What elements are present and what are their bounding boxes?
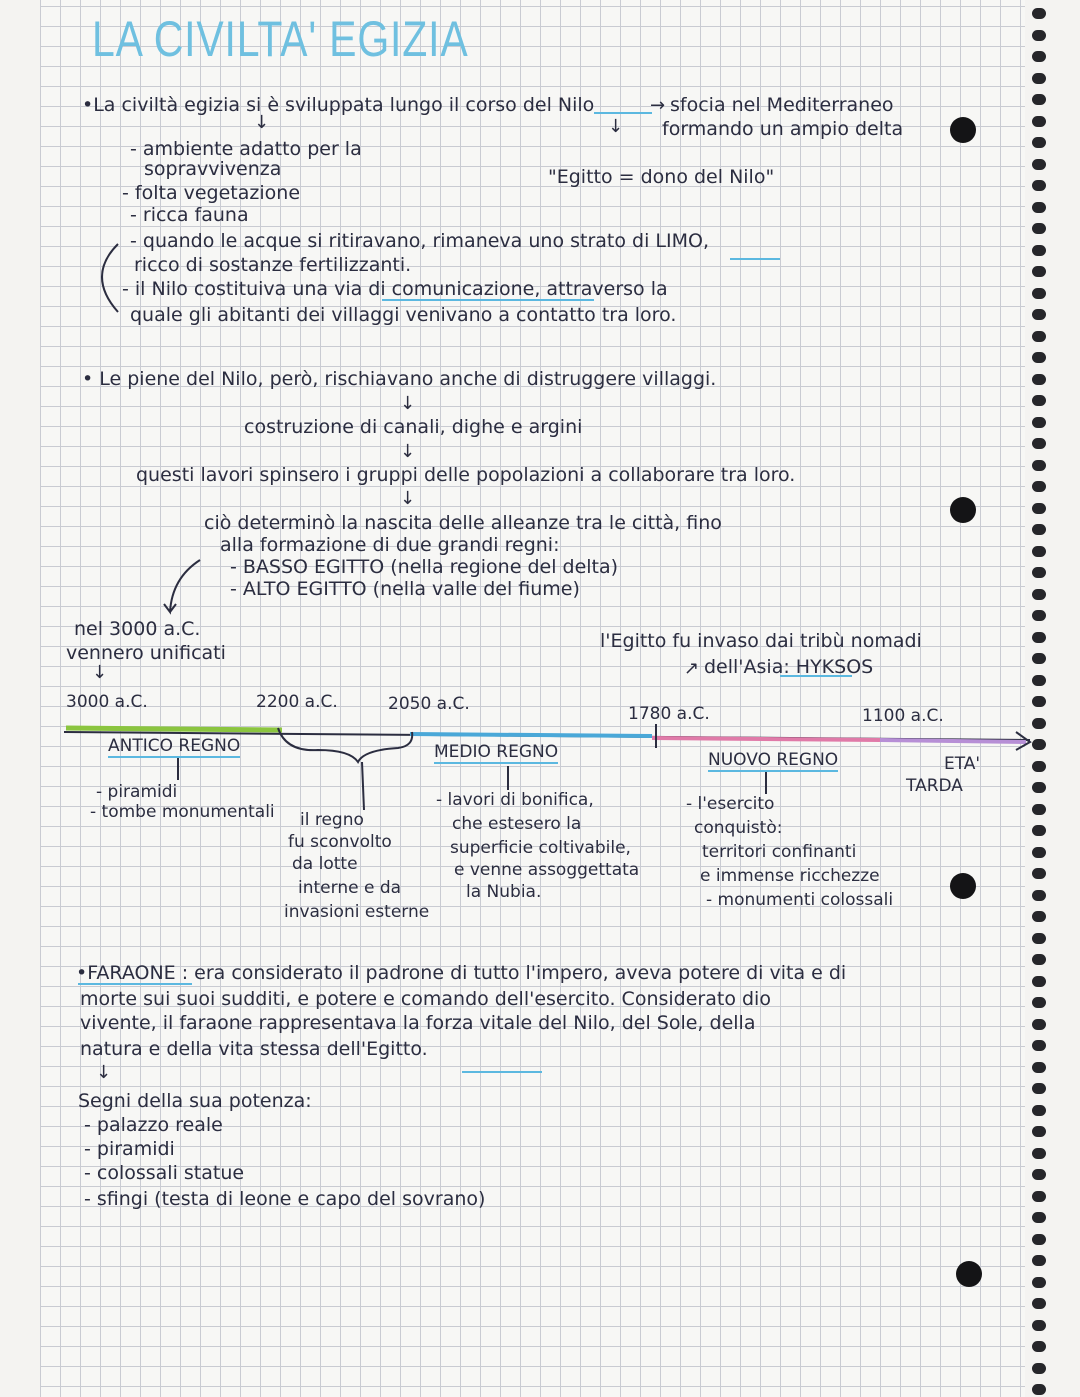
floods-line: • Le piene del Nilo, però, rischiavano anche di distruggere villaggi. <box>82 368 717 390</box>
timeline-segment-tarda <box>880 740 1026 742</box>
gap-note: interne e da <box>298 878 402 898</box>
sign-item: - piramidi <box>84 1138 175 1160</box>
punch-hole <box>950 117 976 143</box>
pharaoh-line: •FARAONE : era considerato il padrone di tutto l'impero, aveva potere di vita e di <box>76 962 847 984</box>
nile-mouth-line-2: formando un ampio delta <box>662 118 904 140</box>
intro-point: - ricca fauna <box>130 204 249 226</box>
arrow-down-icon: ↓ <box>254 112 270 133</box>
arrow-up-right-icon: ↗ <box>684 658 700 679</box>
intro-point: - folta vegetazione <box>122 182 301 204</box>
timeline-date: 1100 a.C. <box>862 706 944 726</box>
intro-line: •La civiltà egizia si è sviluppata lungo il corso del Nilo <box>82 94 595 116</box>
medio-note: la Nubia. <box>466 882 542 902</box>
intro-point: quale gli abitanti dei villaggi venivano a contatto tra loro. <box>130 304 677 326</box>
timeline-segment-antico <box>66 728 282 730</box>
hyksos-line-1: l'Egitto fu invaso dai tribù nomadi <box>600 630 922 652</box>
timeline-connector <box>362 762 364 810</box>
gap-note: fu sconvolto <box>288 832 392 852</box>
period-medio-regno: MEDIO REGNO <box>434 742 559 762</box>
nile-mouth-line-1: sfocia nel Mediterraneo <box>670 94 894 116</box>
signs-title: Segni della sua potenza: <box>78 1090 312 1112</box>
pharaoh-line: vivente, il faraone rappresentava la forza vitale del Nilo, del Sole, della <box>80 1012 756 1034</box>
floods-line: alla formazione di due grandi regni: <box>220 534 560 556</box>
arrow-down-icon: ↓ <box>92 662 108 683</box>
pharaoh-line: natura e della vita stessa dell'Egitto. <box>80 1038 428 1060</box>
gap-note: da lotte <box>292 854 358 874</box>
nuovo-note: - l'esercito <box>686 794 775 814</box>
timeline-date: 2050 a.C. <box>388 694 470 714</box>
page-title: LA CIVILTA' EGIZIA <box>92 11 469 67</box>
arrow-down-icon: ↓ <box>96 1062 112 1083</box>
timeline-date: 2200 a.C. <box>256 692 338 712</box>
nile-gift-quote: "Egitto = dono del Nilo" <box>548 166 775 188</box>
arrow-down-icon: ↓ <box>400 393 416 414</box>
unification-line-1: nel 3000 a.C. <box>74 618 201 640</box>
medio-note: e venne assoggettata <box>454 860 640 880</box>
sign-item: - sfingi (testa di leone e capo del sovrano) <box>84 1188 486 1210</box>
intro-point: - quando le acque si ritiravano, rimaneva uno strato di LIMO, <box>130 230 709 252</box>
nuovo-note: territori confinanti <box>702 842 857 862</box>
intro-point: - ambiente adatto per la <box>130 138 362 160</box>
timeline-date: 1780 a.C. <box>628 704 710 724</box>
antico-note: - tombe monumentali <box>90 802 275 822</box>
curved-arrow <box>164 560 200 612</box>
nuovo-note: e immense ricchezze <box>700 866 880 886</box>
nuovo-note: - monumenti colossali <box>706 890 894 910</box>
brace-bracket <box>102 244 118 312</box>
timeline-date: 3000 a.C. <box>66 692 148 712</box>
punch-hole <box>956 1261 982 1287</box>
reign-lower-egypt: - BASSO EGITTO (nella regione del delta) <box>230 556 619 578</box>
reign-upper-egypt: - ALTO EGITTO (nella valle del fiume) <box>230 578 580 600</box>
period-eta-tarda: TARDA <box>906 776 963 796</box>
sign-item: - palazzo reale <box>84 1114 223 1136</box>
arrow-down-icon: ↓ <box>400 441 416 462</box>
timeline-segment-nuovo <box>652 738 880 740</box>
unification-line-2: vennero unificati <box>66 642 226 664</box>
gap-note: invasioni esterne <box>284 902 430 922</box>
intro-point: sopravvivenza <box>144 158 282 180</box>
floods-line: costruzione di canali, dighe e argini <box>244 416 583 438</box>
punch-hole <box>950 873 976 899</box>
period-antico-regno: ANTICO REGNO <box>108 736 241 756</box>
medio-note: - lavori di bonifica, <box>436 790 594 810</box>
arrow-right-icon: → <box>650 95 666 116</box>
period-nuovo-regno: NUOVO REGNO <box>708 750 839 770</box>
pharaoh-line: morte sui suoi sudditi, e potere e comando dell'esercito. Considerato dio <box>80 988 771 1010</box>
nuovo-note: conquistò: <box>694 818 783 838</box>
floods-line: ciò determinò la nascita delle alleanze tra le città, fino <box>204 512 722 534</box>
floods-line: questi lavori spinsero i gruppi delle popolazioni a collaborare tra loro. <box>136 464 796 486</box>
punch-hole <box>950 497 976 523</box>
medio-note: superficie coltivabile, <box>450 838 631 858</box>
timeline-segment-medio <box>410 734 652 736</box>
antico-note: - piramidi <box>96 782 178 802</box>
sign-item: - colossali statue <box>84 1162 245 1184</box>
arrow-down-icon: ↓ <box>608 116 624 137</box>
intro-point: - il Nilo costituiva una via di comunicazione, attraverso la <box>122 278 668 300</box>
arrow-down-icon: ↓ <box>400 488 416 509</box>
intro-point: ricco di sostanze fertilizzanti. <box>134 254 412 276</box>
hyksos-line-2: dell'Asia: HYKSOS <box>704 656 874 678</box>
gap-note: il regno <box>300 810 364 830</box>
period-eta-tarda: ETA' <box>944 754 981 774</box>
medio-note: che estesero la <box>452 814 582 834</box>
